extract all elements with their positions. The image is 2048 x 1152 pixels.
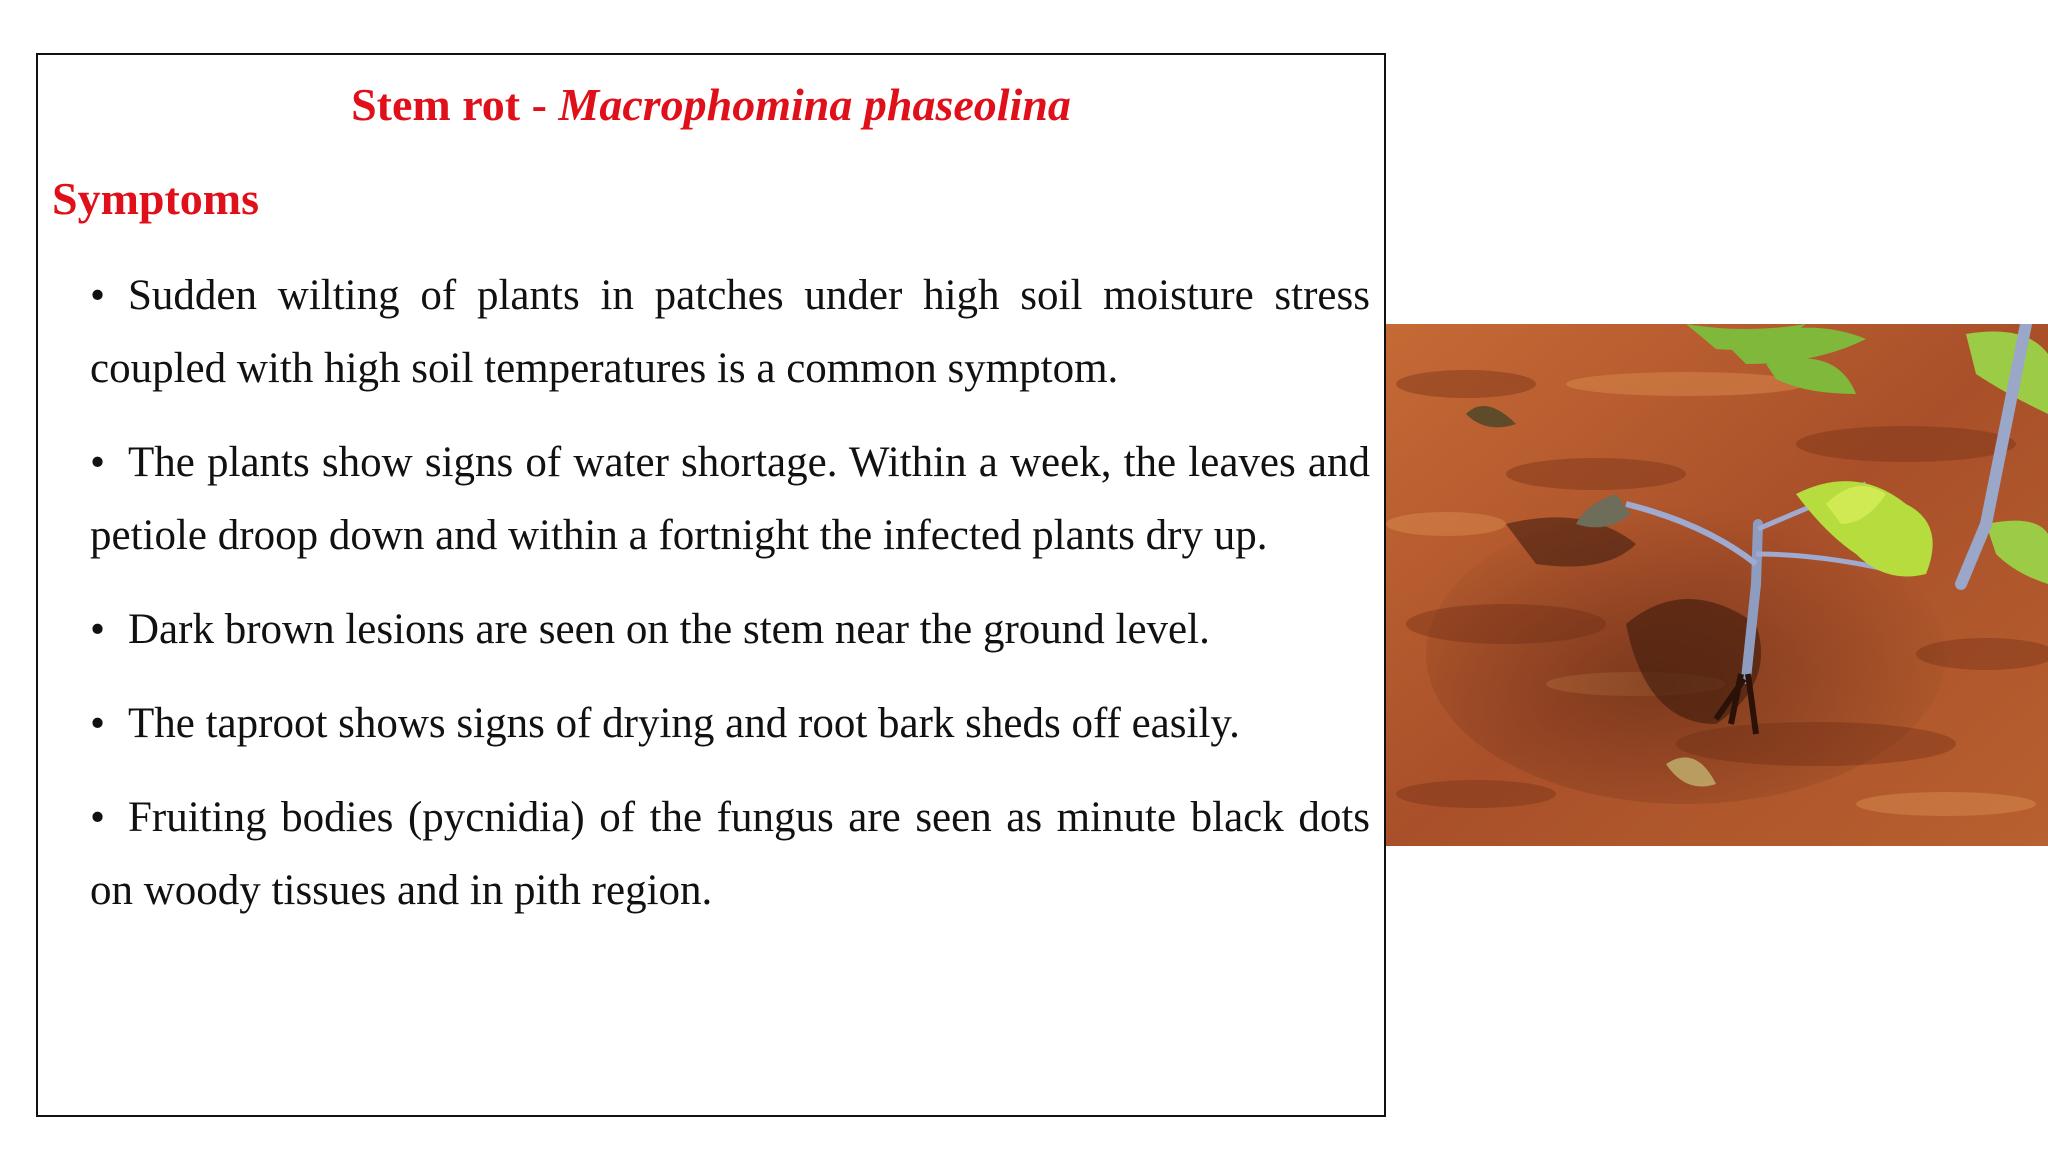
list-item-text: Fruiting bodies (pycnidia) of the fungus are seen as minute black dots on woody tissues and in pith region. bbox=[90, 794, 1370, 914]
list-item bbox=[90, 687, 1370, 760]
list-item-text: The plants show signs of water shortage. Within a week, the leaves and petiole droop down and within a fortnight the infected plants dry up. bbox=[90, 439, 1370, 559]
wilted-plant-photo bbox=[1386, 324, 2048, 846]
list-item bbox=[90, 781, 1370, 927]
symptom-list bbox=[90, 259, 1370, 948]
list-item-text: Dark brown lesions are seen on the stem near the ground level. bbox=[128, 606, 1210, 653]
list-item-text: The taproot shows signs of drying and root bark sheds off easily. bbox=[128, 700, 1240, 747]
content-box bbox=[36, 53, 1386, 1117]
slide-title bbox=[38, 77, 1384, 132]
list-item bbox=[90, 426, 1370, 572]
wilted-plant-photo-illustration bbox=[1386, 324, 2048, 846]
list-item bbox=[90, 593, 1370, 666]
list-item-text: Sudden wilting of plants in patches under high soil moisture stress coupled with high soil temperatures is a common symptom. bbox=[90, 272, 1370, 392]
bullet-icon: • bbox=[90, 272, 106, 319]
section-heading-symptoms: Symptoms bbox=[52, 173, 260, 224]
bullet-icon: • bbox=[90, 606, 106, 653]
bullet-icon: • bbox=[90, 794, 106, 841]
bullet-icon: • bbox=[90, 700, 106, 747]
list-item bbox=[90, 259, 1370, 405]
bullet-icon: • bbox=[90, 439, 106, 486]
title-pathogen: Macrophomina phaseolina bbox=[558, 79, 1071, 130]
title-disease: Stem rot - bbox=[351, 79, 559, 130]
